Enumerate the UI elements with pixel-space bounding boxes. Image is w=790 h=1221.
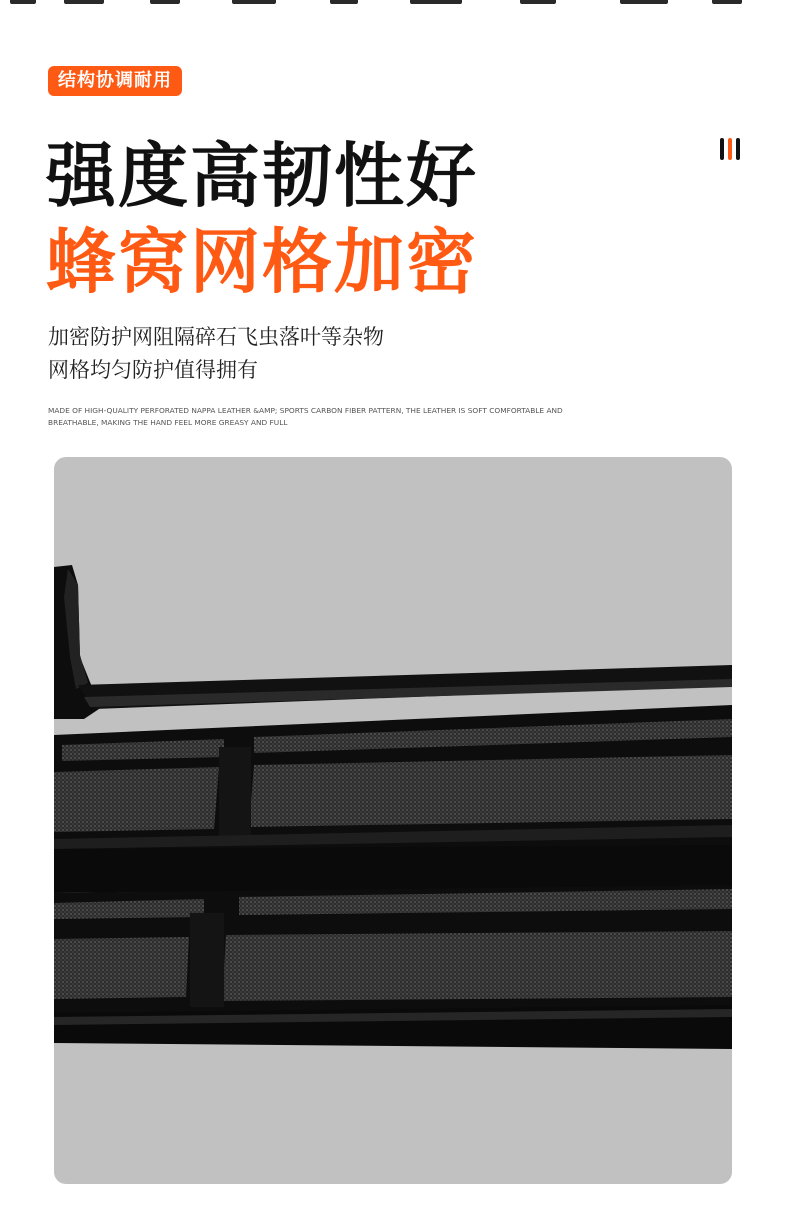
mesh-grille-illustration — [54, 457, 732, 1184]
headline-accent: 蜂窝网格加密 — [46, 221, 478, 303]
triple-bars-icon — [720, 138, 742, 160]
english-subtext: MADE OF HIGH-QUALITY PERFORATED NAPPA LEATHER &AMP; SPORTS CARBON FIBER PATTERN, THE LEATHER IS SOFT COMFORTABLE AND BREATHABLE, MAKING THE HAND FEEL MORE GREASY AND FULL — [48, 406, 563, 427]
headline-primary: 强度高韧性好 — [46, 135, 478, 217]
product-photo — [54, 457, 732, 1184]
top-cropped-strip — [0, 0, 790, 8]
description-line-1: 加密防护网阻隔碎石飞虫落叶等杂物 — [48, 325, 384, 349]
feature-tag: 结构协调耐用 — [48, 66, 182, 96]
description-line-2: 网格均匀防护值得拥有 — [48, 358, 258, 382]
